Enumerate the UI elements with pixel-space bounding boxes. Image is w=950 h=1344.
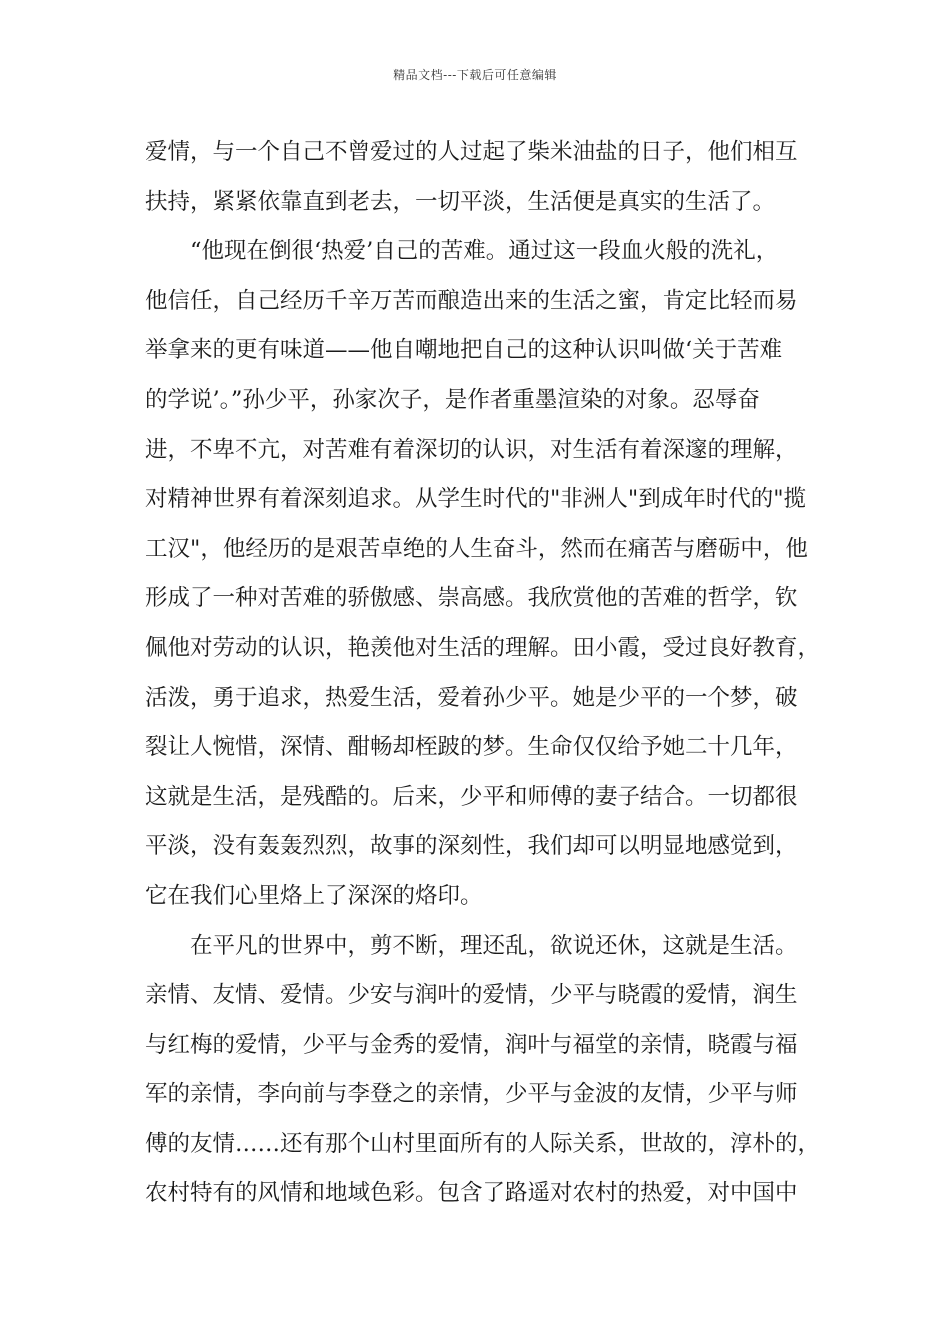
text-line: 扶持，紧紧依靠直到老去，一切平淡，生活便是真实的生活了。 bbox=[145, 188, 776, 215]
text-line: 它在我们心里烙上了深深的烙印。 bbox=[145, 882, 483, 909]
text-line: 这就是生活，是残酷的。后来，少平和师傅的妻子结合。一切都很 bbox=[145, 783, 798, 810]
text-line: 亲情、友情、爱情。少安与润叶的爱情，少平与晓霞的爱情，润生 bbox=[145, 982, 798, 1009]
text-line: 的学说’。”孙少平，孙家次子，是作者重墨渲染的对象。忍辱奋 bbox=[145, 386, 760, 413]
text-line: “他现在倒很‘热爱’自己的苦难。通过这一段血火般的洗礼， bbox=[190, 238, 779, 265]
text-line: 举拿来的更有味道——他自嘲地把自己的这种认识叫做‘关于苦难 bbox=[145, 337, 783, 364]
text-line: 活泼，勇于追求，热爱生活，爱着孙少平。她是少平的一个梦，破 bbox=[145, 684, 798, 711]
text-line: 爱情，与一个自己不曾爱过的人过起了柴米油盐的日子，他们相互 bbox=[145, 139, 798, 165]
text-line: 进，不卑不亢，对苦难有着深切的认识，对生活有着深邃的理解， bbox=[145, 436, 798, 463]
text-line: 傅的友情……还有那个山村里面所有的人际关系，世故的，淳朴的， bbox=[145, 1130, 821, 1157]
text-line: 佩他对劳动的认识，艳羡他对生活的理解。田小霞，受过良好教育， bbox=[145, 634, 821, 661]
text-line: 农村特有的风情和地域色彩。包含了路遥对农村的热爱，对中国中 bbox=[145, 1180, 798, 1207]
text-line: 与红梅的爱情，少平与金秀的爱情，润叶与福堂的亲情，晓霞与福 bbox=[145, 1031, 798, 1058]
text-line: 军的亲情，李向前与李登之的亲情，少平与金波的友情，少平与师 bbox=[145, 1081, 798, 1108]
text-line: 平淡，没有轰轰烈烈，故事的深刻性，我们却可以明显地感觉到， bbox=[145, 833, 798, 860]
text-line: 工汉"，他经历的是艰苦卓绝的人生奋斗，然而在痛苦与磨砺中，他 bbox=[145, 535, 808, 562]
text-line: 对精神世界有着深刻追求。从学生时代的"非洲人"到成年时代的"揽 bbox=[145, 486, 807, 513]
text-line: 形成了一种对苦难的骄傲感、崇高感。我欣赏他的苦难的哲学，钦 bbox=[145, 585, 798, 612]
document-body bbox=[145, 128, 825, 1219]
text-line: 在平凡的世界中，剪不断，理还乱，欲说还休，这就是生活。 bbox=[190, 932, 798, 959]
page-header: 精品文档---下载后可任意编辑 bbox=[393, 68, 557, 82]
text-line: 他信任，自己经历千辛万苦而酿造出来的生活之蜜，肯定比轻而易 bbox=[145, 287, 798, 314]
text-line: 裂让人惋惜，深情、酣畅却桎跛的梦。生命仅仅给予她二十几年， bbox=[145, 734, 798, 761]
